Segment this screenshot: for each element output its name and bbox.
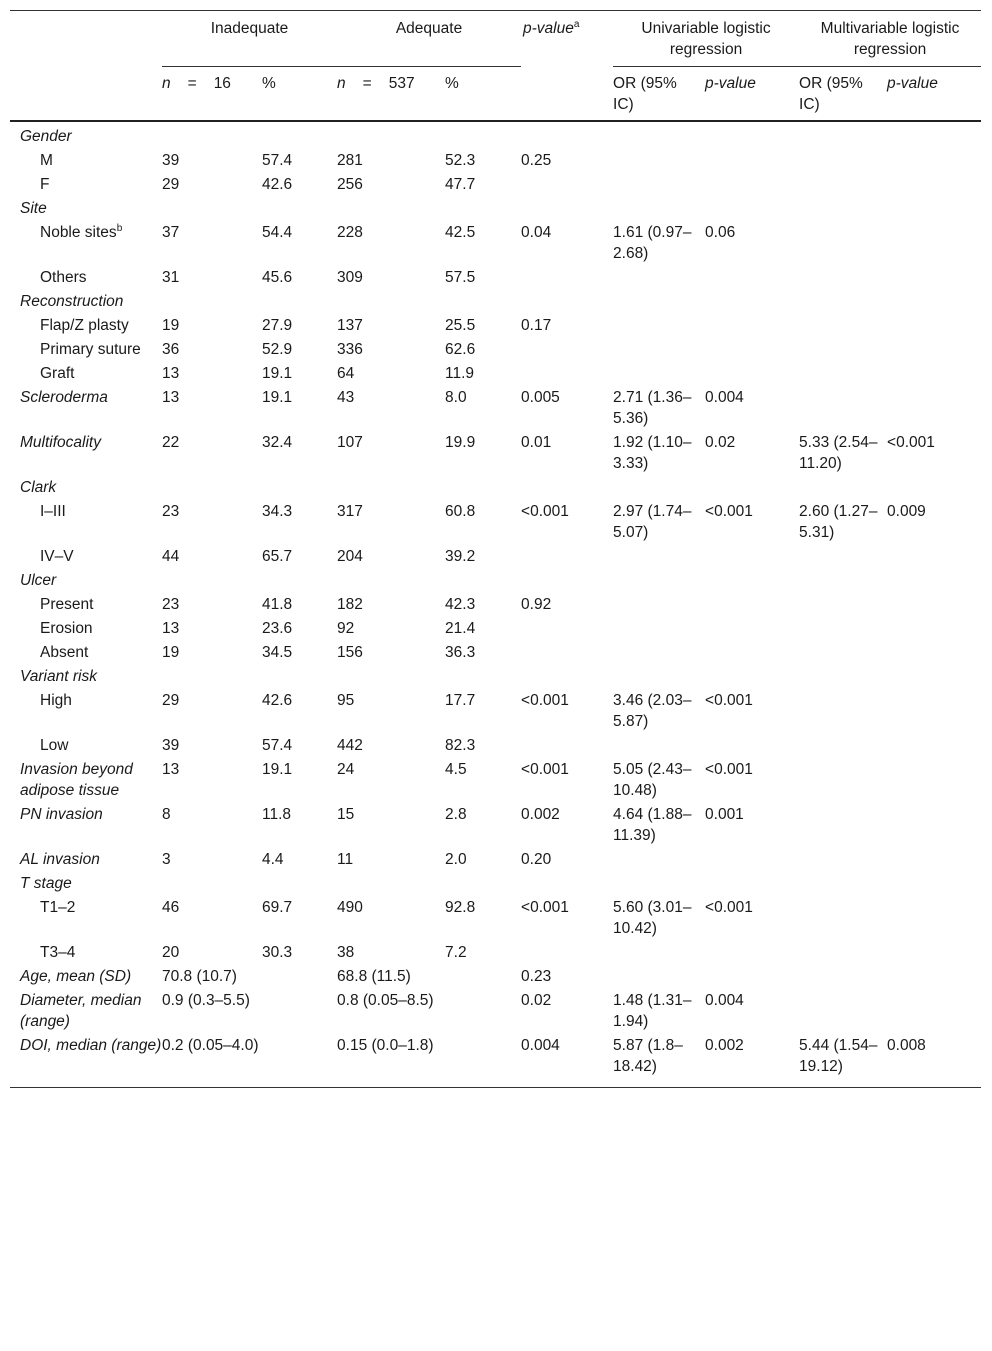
adequate-pct: 60.8: [445, 503, 476, 520]
multivariable-p: [887, 941, 981, 965]
inadequate-n: 23: [162, 503, 180, 520]
multivariable-or: [799, 689, 887, 734]
row-label: AL invasion: [20, 851, 100, 868]
adequate-pct: 2.8: [445, 806, 467, 823]
table-row: [10, 266, 981, 290]
univariable-or: [613, 338, 705, 362]
univariable-or: [613, 965, 705, 989]
group-label: Gender: [20, 128, 72, 145]
table-row: [10, 593, 981, 617]
adequate-pct: 47.7: [445, 176, 476, 193]
univariable-p: <0.001: [705, 761, 753, 778]
sub-label: T3–4: [40, 944, 76, 961]
adequate-n: 92: [337, 620, 355, 637]
sub-label: M: [40, 152, 53, 169]
multivariable-p: [887, 338, 981, 362]
univariable-or: 1.61 (0.97–2.68): [613, 224, 692, 262]
univariable-or: [613, 734, 705, 758]
group-label: Site: [20, 200, 47, 217]
group-row: [10, 872, 981, 896]
adequate-pct: 17.7: [445, 692, 476, 709]
univariable-p: <0.001: [705, 503, 753, 520]
group-row: [10, 197, 981, 221]
header-multivariable-or: OR (95% IC): [799, 75, 863, 113]
univariable-p: 0.02: [705, 434, 736, 451]
adequate-pct: 42.3: [445, 596, 476, 613]
univariable-p: [705, 266, 799, 290]
multivariable-or: [799, 362, 887, 386]
adequate-pct: 11.9: [445, 365, 475, 382]
univariable-p: [705, 314, 799, 338]
inadequate-n: 46: [162, 899, 180, 916]
multivariable-p: [887, 617, 981, 641]
p-value: 0.92: [521, 596, 552, 613]
adequate-pct: 62.6: [445, 341, 476, 358]
sub-label: High: [40, 692, 72, 709]
table-container: [10, 10, 981, 1088]
group-label: Clark: [20, 479, 57, 496]
multivariable-p: <0.001: [887, 434, 935, 451]
adequate-n: 38: [337, 944, 355, 961]
group-row: [10, 476, 981, 500]
table-row: [10, 941, 981, 965]
multivariable-p: [887, 386, 981, 431]
multivariable-or: [799, 848, 887, 872]
table-body: [10, 121, 981, 1088]
header-pvalue-footnote: a: [573, 18, 580, 30]
header-row-2: [10, 67, 981, 122]
table-row: [10, 758, 981, 803]
multivariable-p: [887, 149, 981, 173]
header-n-inadequate: n = 16: [162, 75, 231, 92]
sub-label: Others: [40, 269, 87, 286]
univariable-or: [613, 641, 705, 665]
adequate-pct: 36.3: [445, 644, 476, 661]
multivariable-or: 5.44 (1.54–19.12): [799, 1034, 887, 1088]
table-row: [10, 734, 981, 758]
inadequate-pct: 52.9: [262, 341, 293, 358]
multivariable-or: [799, 617, 887, 641]
p-value: 0.20: [521, 851, 552, 868]
sub-label: Flap/Z plasty: [40, 317, 129, 334]
multivariable-or: [799, 734, 887, 758]
table-row: [10, 641, 981, 665]
p-value: [521, 941, 613, 965]
p-value: <0.001: [521, 899, 569, 916]
inadequate-n: 37: [162, 224, 180, 241]
header-multivariable-p: p-value: [887, 75, 938, 92]
univariable-or: 1.48 (1.31–1.94): [613, 992, 692, 1030]
univariable-p: [705, 734, 799, 758]
univariable-p: [705, 362, 799, 386]
inadequate-n: 13: [162, 389, 180, 406]
results-table: [10, 10, 981, 1088]
univariable-or: 5.60 (3.01–10.42): [613, 899, 692, 937]
multivariable-or: [799, 338, 887, 362]
univariable-or: 4.64 (1.88–11.39): [613, 806, 692, 844]
adequate-pct: 21.4: [445, 620, 476, 637]
adequate-n: 137: [337, 317, 363, 334]
table-row: [10, 500, 981, 545]
multivariable-p: [887, 848, 981, 872]
group-row: [10, 290, 981, 314]
univariable-p: 0.06: [705, 224, 736, 241]
inadequate-n: 19: [162, 644, 180, 661]
univariable-p: [705, 941, 799, 965]
row-label: Diameter, median (range): [20, 992, 142, 1030]
multivariable-p: [887, 965, 981, 989]
header-pvalue: [521, 11, 613, 67]
header-pvalue-label: p-value: [523, 20, 574, 37]
table-row: [10, 338, 981, 362]
table-row: [10, 965, 981, 989]
multivariable-p: [887, 896, 981, 941]
p-value: [521, 362, 613, 386]
multivariable-or: [799, 989, 887, 1034]
univariable-p: <0.001: [705, 899, 753, 916]
adequate-n: 228: [337, 224, 363, 241]
univariable-or: 3.46 (2.03–5.87): [613, 692, 692, 730]
multivariable-or: [799, 173, 887, 197]
multivariable-or: [799, 803, 887, 848]
row-label: Age, mean (SD): [20, 968, 132, 985]
adequate-n: 281: [337, 152, 363, 169]
multivariable-or: [799, 314, 887, 338]
multivariable-or: 5.33 (2.54–11.20): [799, 434, 878, 472]
adequate-pct: 82.3: [445, 737, 476, 754]
group-label: Variant risk: [20, 668, 97, 685]
table-row: [10, 689, 981, 734]
sub-label: Primary suture: [40, 341, 141, 358]
inadequate-pct: 54.4: [262, 224, 293, 241]
inadequate-pct: 27.9: [262, 317, 293, 334]
header-n-adequate: n = 537: [337, 75, 415, 92]
inadequate-n: 8: [162, 806, 171, 823]
p-value: [521, 545, 613, 569]
univariable-p: 0.001: [705, 806, 744, 823]
inadequate-n: 19: [162, 317, 180, 334]
adequate-pct: 52.3: [445, 152, 476, 169]
p-value: 0.01: [521, 434, 552, 451]
multivariable-p: [887, 803, 981, 848]
table-row: [10, 362, 981, 386]
table-row: [10, 149, 981, 173]
univariable-or: [613, 173, 705, 197]
univariable-p: 0.004: [705, 992, 744, 1009]
univariable-or: [613, 941, 705, 965]
header-univariable-p: p-value: [705, 75, 756, 92]
p-value: [521, 641, 613, 665]
sub-label: I–III: [40, 503, 66, 520]
multivariable-p: [887, 734, 981, 758]
adequate-value: 68.8 (11.5): [337, 968, 411, 985]
adequate-pct: 19.9: [445, 434, 476, 451]
univariable-or: 2.97 (1.74–5.07): [613, 503, 692, 541]
inadequate-pct: 19.1: [262, 389, 293, 406]
table-row: [10, 221, 981, 266]
univariable-p: [705, 617, 799, 641]
adequate-pct: 39.2: [445, 548, 476, 565]
univariable-p: <0.001: [705, 692, 753, 709]
header-adequate: Adequate: [337, 11, 521, 67]
header-empty-cell: [10, 11, 162, 67]
multivariable-p: [887, 221, 981, 266]
univariable-p: [705, 848, 799, 872]
inadequate-n: 36: [162, 341, 180, 358]
multivariable-p: [887, 641, 981, 665]
table-row: [10, 173, 981, 197]
adequate-n: 11: [337, 851, 354, 868]
sub-label: Noble sites$^b$: [40, 222, 123, 241]
univariable-or: [613, 593, 705, 617]
multivariable-or: [799, 641, 887, 665]
row-label: Multifocality: [20, 434, 101, 451]
multivariable-p: [887, 545, 981, 569]
univariable-or: 1.92 (1.10–3.33): [613, 434, 692, 472]
univariable-p: 0.004: [705, 389, 744, 406]
p-value: <0.001: [521, 761, 569, 778]
inadequate-pct: 23.6: [262, 620, 293, 637]
inadequate-pct: 19.1: [262, 761, 293, 778]
inadequate-pct: 19.1: [262, 365, 293, 382]
inadequate-pct: 42.6: [262, 176, 293, 193]
sub-label: Present: [40, 596, 94, 613]
univariable-or: 5.05 (2.43–10.48): [613, 761, 692, 799]
adequate-n: 95: [337, 692, 355, 709]
inadequate-pct: 65.7: [262, 548, 293, 565]
sub-label: Low: [40, 737, 69, 754]
univariable-p: [705, 593, 799, 617]
univariable-p: [705, 149, 799, 173]
univariable-p: [705, 338, 799, 362]
inadequate-n: 39: [162, 737, 180, 754]
table-row: [10, 545, 981, 569]
inadequate-pct: 30.3: [262, 944, 293, 961]
p-value: 0.004: [521, 1034, 613, 1088]
adequate-pct: 92.8: [445, 899, 476, 916]
p-value: [521, 266, 613, 290]
group-row: [10, 569, 981, 593]
univariable-p: [705, 965, 799, 989]
multivariable-or: [799, 965, 887, 989]
row-label: Scleroderma: [20, 389, 108, 406]
inadequate-pct: 34.3: [262, 503, 293, 520]
univariable-or: [613, 314, 705, 338]
inadequate-pct: 41.8: [262, 596, 293, 613]
multivariable-p: [887, 266, 981, 290]
row-label: PN invasion: [20, 806, 103, 823]
p-value: 0.17: [521, 317, 552, 334]
table-row: [10, 803, 981, 848]
adequate-n: 64: [337, 365, 355, 382]
multivariable-p: [887, 758, 981, 803]
adequate-pct: 57.5: [445, 269, 476, 286]
multivariable-or: [799, 221, 887, 266]
inadequate-pct: 57.4: [262, 737, 293, 754]
inadequate-n: 13: [162, 761, 180, 778]
header-pct-inadequate: %: [262, 75, 276, 92]
group-row: [10, 121, 981, 149]
header-inadequate: Inadequate: [162, 11, 337, 67]
adequate-n: 156: [337, 644, 363, 661]
multivariable-p: 0.008: [887, 1034, 981, 1088]
table-row: [10, 386, 981, 431]
adequate-n: 256: [337, 176, 363, 193]
inadequate-pct: 42.6: [262, 692, 293, 709]
adequate-pct: 25.5: [445, 317, 476, 334]
p-value: [521, 173, 613, 197]
multivariable-p: [887, 989, 981, 1034]
row-label: Invasion beyond adipose tissue: [20, 761, 133, 799]
table-row: [10, 617, 981, 641]
table-row: [10, 431, 981, 476]
p-value: 0.002: [521, 806, 560, 823]
footnote-marker: b: [116, 222, 123, 234]
inadequate-pct: 45.6: [262, 269, 293, 286]
inadequate-pct: 69.7: [262, 899, 293, 916]
table-row: [10, 848, 981, 872]
adequate-n: 336: [337, 341, 363, 358]
group-label: Reconstruction: [20, 293, 124, 310]
multivariable-p: [887, 173, 981, 197]
multivariable-p: [887, 689, 981, 734]
sub-label: Absent: [40, 644, 89, 661]
multivariable-or: [799, 941, 887, 965]
inadequate-n: 13: [162, 365, 180, 382]
table-row: [10, 314, 981, 338]
univariable-p: 0.002: [705, 1034, 799, 1088]
univariable-p: [705, 641, 799, 665]
inadequate-n: 29: [162, 692, 180, 709]
adequate-n: 490: [337, 899, 363, 916]
adequate-n: 204: [337, 548, 363, 565]
multivariable-or: [799, 758, 887, 803]
table-row: [10, 1034, 981, 1088]
group-label: Ulcer: [20, 572, 57, 589]
multivariable-or: [799, 545, 887, 569]
multivariable-p: [887, 593, 981, 617]
univariable-or: [613, 617, 705, 641]
inadequate-n: 13: [162, 620, 180, 637]
table-row: [10, 896, 981, 941]
inadequate-n: 39: [162, 152, 180, 169]
table-row: [10, 989, 981, 1034]
univariable-or: 5.87 (1.8–18.42): [613, 1034, 705, 1088]
inadequate-n: 31: [162, 269, 180, 286]
inadequate-pct: 4.4: [262, 851, 284, 868]
p-value: 0.04: [521, 224, 552, 241]
header-multivariable: Multivariable logistic regression: [799, 11, 981, 67]
p-value: 0.23: [521, 968, 552, 985]
adequate-pct: 8.0: [445, 389, 467, 406]
adequate-n: 15: [337, 806, 355, 823]
adequate-n: 182: [337, 596, 363, 613]
row-label: DOI, median (range): [10, 1034, 162, 1088]
multivariable-or: [799, 149, 887, 173]
inadequate-n: 3: [162, 851, 171, 868]
adequate-n: 317: [337, 503, 363, 520]
inadequate-value: 70.8 (10.7): [162, 968, 237, 985]
multivariable-or: [799, 266, 887, 290]
univariable-p: [705, 545, 799, 569]
p-value: 0.02: [521, 992, 552, 1009]
sub-label: T1–2: [40, 899, 76, 916]
inadequate-n: 20: [162, 944, 180, 961]
inadequate-value: 0.2 (0.05–4.0): [162, 1034, 337, 1088]
multivariable-or: [799, 896, 887, 941]
multivariable-p: 0.009: [887, 503, 926, 520]
adequate-pct: 42.5: [445, 224, 476, 241]
header-row-1: [10, 11, 981, 67]
multivariable-p: [887, 314, 981, 338]
adequate-n: 309: [337, 269, 363, 286]
adequate-n: 442: [337, 737, 363, 754]
adequate-n: 43: [337, 389, 355, 406]
group-row: [10, 665, 981, 689]
header-univariable-or: OR (95% IC): [613, 75, 677, 113]
multivariable-or: 2.60 (1.27–5.31): [799, 503, 878, 541]
inadequate-n: 23: [162, 596, 180, 613]
inadequate-value: 0.9 (0.3–5.5): [162, 992, 250, 1009]
univariable-p: [705, 173, 799, 197]
p-value: [521, 734, 613, 758]
adequate-n: 24: [337, 761, 355, 778]
adequate-pct: 7.2: [445, 944, 467, 961]
inadequate-pct: 57.4: [262, 152, 293, 169]
sub-label: Graft: [40, 365, 75, 382]
multivariable-or: [799, 386, 887, 431]
p-value: <0.001: [521, 692, 569, 709]
adequate-pct: 2.0: [445, 851, 467, 868]
adequate-n: 107: [337, 434, 363, 451]
adequate-value: 0.15 (0.0–1.8): [337, 1034, 521, 1088]
univariable-or: 2.71 (1.36–5.36): [613, 389, 692, 427]
inadequate-n: 29: [162, 176, 180, 193]
header-pct-adequate: %: [445, 75, 459, 92]
inadequate-n: 22: [162, 434, 180, 451]
sub-label: Erosion: [40, 620, 93, 637]
group-label: T stage: [20, 875, 72, 892]
multivariable-or: [799, 593, 887, 617]
p-value: [521, 338, 613, 362]
p-value: <0.001: [521, 503, 569, 520]
adequate-value: 0.8 (0.05–8.5): [337, 992, 434, 1009]
inadequate-pct: 32.4: [262, 434, 293, 451]
univariable-or: [613, 848, 705, 872]
p-value: 0.25: [521, 152, 552, 169]
inadequate-n: 44: [162, 548, 180, 565]
sub-label: IV–V: [40, 548, 74, 565]
p-value: 0.005: [521, 389, 560, 406]
multivariable-p: [887, 362, 981, 386]
univariable-or: [613, 362, 705, 386]
header-univariable: Univariable logistic regression: [613, 11, 799, 67]
p-value: [521, 617, 613, 641]
inadequate-pct: 34.5: [262, 644, 293, 661]
adequate-pct: 4.5: [445, 761, 467, 778]
univariable-or: [613, 266, 705, 290]
univariable-or: [613, 545, 705, 569]
sub-label: F: [40, 176, 50, 193]
inadequate-pct: 11.8: [262, 806, 292, 823]
univariable-or: [613, 149, 705, 173]
